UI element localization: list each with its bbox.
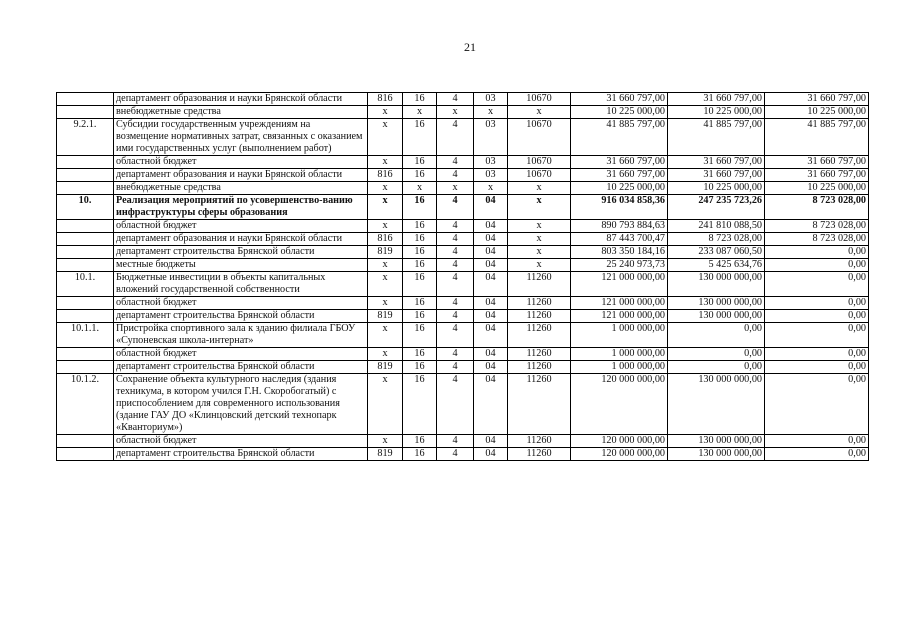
main-event-code-cell: 04 <box>474 272 508 297</box>
subprogram-code-cell: 4 <box>437 323 474 348</box>
amount-year3-cell: 0,00 <box>765 272 869 297</box>
gp-code-cell: 819 <box>368 246 403 259</box>
amount-year2-cell: 10 225 000,00 <box>668 182 765 195</box>
main-event-code-cell: 04 <box>474 374 508 435</box>
program-code-cell: 16 <box>403 272 437 297</box>
row-number-cell <box>57 310 114 323</box>
amount-year2-cell: 41 885 797,00 <box>668 119 765 156</box>
amount-year1-cell: 890 793 884,63 <box>571 220 668 233</box>
row-name-cell: Сохранение объекта культурного наследия (здания техникума, в котором учился Г.Н. Скоробогатый) с приспособлением для современного использования (здание ГАУ ДО «Клинцовский детский технопарк «Кванториум») <box>114 374 368 435</box>
amount-year3-cell: 0,00 <box>765 323 869 348</box>
amount-year3-cell: 8 723 028,00 <box>765 233 869 246</box>
table-row <box>57 246 869 259</box>
program-code-cell: 16 <box>403 195 437 220</box>
amount-year1-cell: 31 660 797,00 <box>571 93 668 106</box>
amount-year1-cell: 10 225 000,00 <box>571 106 668 119</box>
main-event-code-cell: 04 <box>474 233 508 246</box>
amount-year3-cell: 8 723 028,00 <box>765 195 869 220</box>
gp-code-cell: 816 <box>368 233 403 246</box>
amount-year1-cell: 87 443 700,47 <box>571 233 668 246</box>
row-name-cell: внебюджетные средства <box>114 182 368 195</box>
table-row <box>57 348 869 361</box>
amount-year3-cell: 0,00 <box>765 246 869 259</box>
gp-code-cell: х <box>368 435 403 448</box>
row-number-cell <box>57 182 114 195</box>
main-event-code-cell: 03 <box>474 169 508 182</box>
program-code-cell: 16 <box>403 374 437 435</box>
page-number: 21 <box>464 40 476 54</box>
direction-code-cell: 11260 <box>508 435 571 448</box>
amount-year3-cell: 31 660 797,00 <box>765 156 869 169</box>
gp-code-cell: х <box>368 156 403 169</box>
amount-year1-cell: 120 000 000,00 <box>571 374 668 435</box>
gp-code-cell: х <box>368 259 403 272</box>
gp-code-cell: х <box>368 195 403 220</box>
row-name-cell: областной бюджет <box>114 297 368 310</box>
amount-year2-cell: 130 000 000,00 <box>668 374 765 435</box>
table-row <box>57 119 869 156</box>
row-number-cell <box>57 169 114 182</box>
row-name-cell: Бюджетные инвестиции в объекты капитальных вложений государственной собственности <box>114 272 368 297</box>
table-row <box>57 310 869 323</box>
direction-code-cell: 10670 <box>508 119 571 156</box>
row-name-cell: департамент образования и науки Брянской области <box>114 169 368 182</box>
subprogram-code-cell: 4 <box>437 435 474 448</box>
table-row <box>57 169 869 182</box>
gp-code-cell: 819 <box>368 361 403 374</box>
row-number-cell: 10.1.1. <box>57 323 114 348</box>
row-number-cell: 10.1. <box>57 272 114 297</box>
row-name-cell: внебюджетные средства <box>114 106 368 119</box>
row-name-cell: местные бюджеты <box>114 259 368 272</box>
amount-year1-cell: 31 660 797,00 <box>571 156 668 169</box>
subprogram-code-cell: 4 <box>437 246 474 259</box>
amount-year2-cell: 130 000 000,00 <box>668 310 765 323</box>
table-row <box>57 448 869 461</box>
row-number-cell <box>57 93 114 106</box>
subprogram-code-cell: 4 <box>437 93 474 106</box>
table-row <box>57 435 869 448</box>
amount-year2-cell: 0,00 <box>668 348 765 361</box>
gp-code-cell: 816 <box>368 169 403 182</box>
gp-code-cell: х <box>368 374 403 435</box>
amount-year1-cell: 1 000 000,00 <box>571 348 668 361</box>
direction-code-cell: 11260 <box>508 297 571 310</box>
row-number-cell <box>57 156 114 169</box>
direction-code-cell: х <box>508 259 571 272</box>
amount-year3-cell: 0,00 <box>765 297 869 310</box>
table-row <box>57 259 869 272</box>
subprogram-code-cell: 4 <box>437 310 474 323</box>
subprogram-code-cell: 4 <box>437 259 474 272</box>
table-body <box>57 93 869 461</box>
amount-year2-cell: 130 000 000,00 <box>668 435 765 448</box>
amount-year1-cell: 916 034 858,36 <box>571 195 668 220</box>
amount-year3-cell: 31 660 797,00 <box>765 169 869 182</box>
amount-year3-cell: 31 660 797,00 <box>765 93 869 106</box>
direction-code-cell: х <box>508 195 571 220</box>
subprogram-code-cell: 4 <box>437 361 474 374</box>
main-event-code-cell: 03 <box>474 156 508 169</box>
table-row <box>57 323 869 348</box>
table-row <box>57 272 869 297</box>
subprogram-code-cell: 4 <box>437 374 474 435</box>
amount-year1-cell: 25 240 973,73 <box>571 259 668 272</box>
main-event-code-cell: х <box>474 182 508 195</box>
row-number-cell <box>57 361 114 374</box>
amount-year1-cell: 120 000 000,00 <box>571 435 668 448</box>
amount-year3-cell: 10 225 000,00 <box>765 106 869 119</box>
direction-code-cell: х <box>508 246 571 259</box>
amount-year2-cell: 130 000 000,00 <box>668 448 765 461</box>
amount-year2-cell: 0,00 <box>668 323 765 348</box>
amount-year2-cell: 5 425 634,76 <box>668 259 765 272</box>
gp-code-cell: х <box>368 106 403 119</box>
amount-year2-cell: 31 660 797,00 <box>668 93 765 106</box>
row-name-cell: областной бюджет <box>114 348 368 361</box>
subprogram-code-cell: х <box>437 106 474 119</box>
row-name-cell: департамент строительства Брянской области <box>114 246 368 259</box>
amount-year1-cell: 10 225 000,00 <box>571 182 668 195</box>
table-row <box>57 106 869 119</box>
gp-code-cell: х <box>368 272 403 297</box>
main-event-code-cell: 04 <box>474 246 508 259</box>
amount-year3-cell: 0,00 <box>765 448 869 461</box>
row-name-cell: департамент строительства Брянской области <box>114 310 368 323</box>
row-name-cell: областной бюджет <box>114 156 368 169</box>
amount-year1-cell: 41 885 797,00 <box>571 119 668 156</box>
direction-code-cell: 11260 <box>508 448 571 461</box>
amount-year3-cell: 0,00 <box>765 348 869 361</box>
main-event-code-cell: 04 <box>474 361 508 374</box>
direction-code-cell: х <box>508 106 571 119</box>
amount-year2-cell: 0,00 <box>668 361 765 374</box>
table-row <box>57 233 869 246</box>
row-name-cell: департамент образования и науки Брянской области <box>114 233 368 246</box>
direction-code-cell: х <box>508 182 571 195</box>
program-code-cell: 16 <box>403 156 437 169</box>
main-event-code-cell: 03 <box>474 119 508 156</box>
subprogram-code-cell: 4 <box>437 169 474 182</box>
amount-year2-cell: 233 087 060,50 <box>668 246 765 259</box>
program-code-cell: 16 <box>403 119 437 156</box>
program-code-cell: 16 <box>403 297 437 310</box>
gp-code-cell: х <box>368 348 403 361</box>
direction-code-cell: 10670 <box>508 156 571 169</box>
amount-year2-cell: 8 723 028,00 <box>668 233 765 246</box>
gp-code-cell: х <box>368 220 403 233</box>
table-row <box>57 182 869 195</box>
row-name-cell: Субсидии государственным учреждениям на возмещение нормативных затрат, связанных с оказанием ими государственных услуг (выполнением работ) <box>114 119 368 156</box>
gp-code-cell: х <box>368 323 403 348</box>
amount-year3-cell: 0,00 <box>765 259 869 272</box>
table-row <box>57 93 869 106</box>
table-row <box>57 195 869 220</box>
subprogram-code-cell: 4 <box>437 348 474 361</box>
subprogram-code-cell: 4 <box>437 156 474 169</box>
row-name-cell: областной бюджет <box>114 435 368 448</box>
gp-code-cell: х <box>368 182 403 195</box>
subprogram-code-cell: 4 <box>437 220 474 233</box>
program-code-cell: 16 <box>403 361 437 374</box>
direction-code-cell: 11260 <box>508 348 571 361</box>
table-row <box>57 361 869 374</box>
row-number-cell <box>57 106 114 119</box>
subprogram-code-cell: 4 <box>437 448 474 461</box>
amount-year2-cell: 130 000 000,00 <box>668 272 765 297</box>
subprogram-code-cell: х <box>437 182 474 195</box>
gp-code-cell: 819 <box>368 448 403 461</box>
direction-code-cell: 10670 <box>508 93 571 106</box>
row-number-cell <box>57 348 114 361</box>
amount-year2-cell: 10 225 000,00 <box>668 106 765 119</box>
amount-year2-cell: 31 660 797,00 <box>668 169 765 182</box>
program-code-cell: 16 <box>403 246 437 259</box>
direction-code-cell: 11260 <box>508 361 571 374</box>
program-code-cell: 16 <box>403 233 437 246</box>
row-number-cell: 10. <box>57 195 114 220</box>
program-code-cell: х <box>403 182 437 195</box>
direction-code-cell: 11260 <box>508 374 571 435</box>
subprogram-code-cell: 4 <box>437 195 474 220</box>
table-row <box>57 297 869 310</box>
amount-year1-cell: 31 660 797,00 <box>571 169 668 182</box>
direction-code-cell: 11260 <box>508 272 571 297</box>
direction-code-cell: 11260 <box>508 310 571 323</box>
main-event-code-cell: 04 <box>474 323 508 348</box>
row-number-cell <box>57 220 114 233</box>
main-event-code-cell: 04 <box>474 448 508 461</box>
row-name-cell: департамент строительства Брянской области <box>114 448 368 461</box>
budget-table <box>56 92 869 461</box>
main-event-code-cell: 03 <box>474 93 508 106</box>
amount-year1-cell: 121 000 000,00 <box>571 310 668 323</box>
row-number-cell <box>57 259 114 272</box>
amount-year3-cell: 0,00 <box>765 361 869 374</box>
main-event-code-cell: х <box>474 106 508 119</box>
direction-code-cell: 10670 <box>508 169 571 182</box>
main-event-code-cell: 04 <box>474 195 508 220</box>
gp-code-cell: х <box>368 297 403 310</box>
subprogram-code-cell: 4 <box>437 272 474 297</box>
program-code-cell: 16 <box>403 93 437 106</box>
row-name-cell: департамент образования и науки Брянской области <box>114 93 368 106</box>
main-event-code-cell: 04 <box>474 259 508 272</box>
program-code-cell: 16 <box>403 448 437 461</box>
table-row <box>57 156 869 169</box>
row-number-cell <box>57 448 114 461</box>
row-number-cell <box>57 297 114 310</box>
program-code-cell: 16 <box>403 348 437 361</box>
amount-year1-cell: 803 350 184,16 <box>571 246 668 259</box>
row-number-cell: 10.1.2. <box>57 374 114 435</box>
main-event-code-cell: 04 <box>474 348 508 361</box>
program-code-cell: 16 <box>403 435 437 448</box>
amount-year3-cell: 8 723 028,00 <box>765 220 869 233</box>
row-number-cell <box>57 435 114 448</box>
row-number-cell: 9.2.1. <box>57 119 114 156</box>
amount-year3-cell: 0,00 <box>765 310 869 323</box>
main-event-code-cell: 04 <box>474 435 508 448</box>
amount-year3-cell: 0,00 <box>765 435 869 448</box>
program-code-cell: 16 <box>403 259 437 272</box>
amount-year3-cell: 0,00 <box>765 374 869 435</box>
row-name-cell: департамент строительства Брянской области <box>114 361 368 374</box>
gp-code-cell: 819 <box>368 310 403 323</box>
amount-year2-cell: 247 235 723,26 <box>668 195 765 220</box>
row-name-cell: областной бюджет <box>114 220 368 233</box>
amount-year2-cell: 241 810 088,50 <box>668 220 765 233</box>
amount-year2-cell: 130 000 000,00 <box>668 297 765 310</box>
main-event-code-cell: 04 <box>474 220 508 233</box>
amount-year2-cell: 31 660 797,00 <box>668 156 765 169</box>
amount-year1-cell: 1 000 000,00 <box>571 361 668 374</box>
amount-year1-cell: 120 000 000,00 <box>571 448 668 461</box>
amount-year1-cell: 121 000 000,00 <box>571 272 668 297</box>
row-name-cell: Пристройка спортивного зала к зданию филиала ГБОУ «Супоневская школа-интернат» <box>114 323 368 348</box>
amount-year3-cell: 41 885 797,00 <box>765 119 869 156</box>
direction-code-cell: 11260 <box>508 323 571 348</box>
direction-code-cell: х <box>508 220 571 233</box>
program-code-cell: 16 <box>403 169 437 182</box>
program-code-cell: 16 <box>403 220 437 233</box>
subprogram-code-cell: 4 <box>437 119 474 156</box>
program-code-cell: 16 <box>403 323 437 348</box>
program-code-cell: 16 <box>403 310 437 323</box>
gp-code-cell: 816 <box>368 93 403 106</box>
gp-code-cell: х <box>368 119 403 156</box>
amount-year3-cell: 10 225 000,00 <box>765 182 869 195</box>
program-code-cell: х <box>403 106 437 119</box>
amount-year1-cell: 121 000 000,00 <box>571 297 668 310</box>
row-number-cell <box>57 246 114 259</box>
main-event-code-cell: 04 <box>474 310 508 323</box>
row-name-cell: Реализация мероприятий по усовершенство-ванию инфраструктуры сферы образования <box>114 195 368 220</box>
amount-year1-cell: 1 000 000,00 <box>571 323 668 348</box>
direction-code-cell: х <box>508 233 571 246</box>
table-row <box>57 220 869 233</box>
subprogram-code-cell: 4 <box>437 297 474 310</box>
main-event-code-cell: 04 <box>474 297 508 310</box>
subprogram-code-cell: 4 <box>437 233 474 246</box>
table-row <box>57 374 869 435</box>
row-number-cell <box>57 233 114 246</box>
